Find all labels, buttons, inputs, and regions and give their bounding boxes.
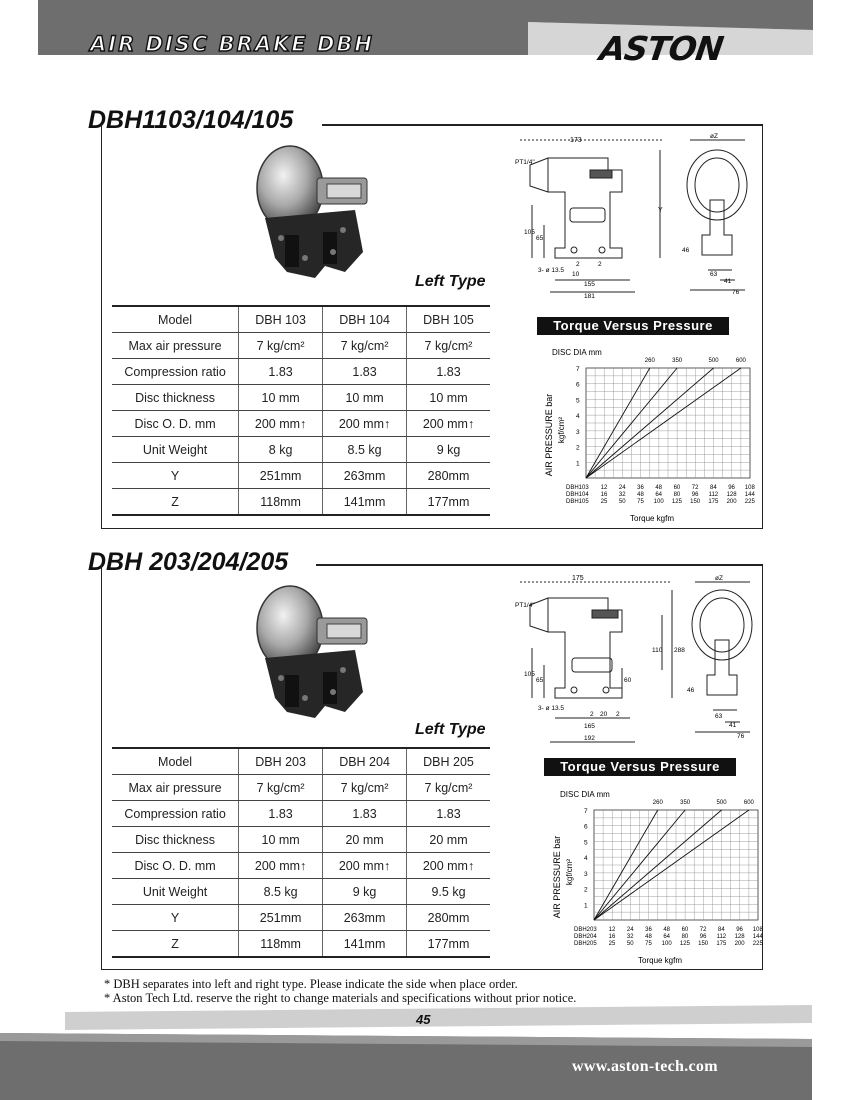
torque-value: 225 [744,499,755,505]
torque-value: 112 [716,934,727,940]
x-axis-label: Torque kgfm [638,956,683,965]
dimension-label: PT1/4" [515,602,535,609]
dimension-label: 76 [737,733,745,740]
torque-value: 150 [690,499,701,505]
table-cell: 7 kg/cm² [323,775,407,801]
dimension-label: Y [658,207,663,214]
table-row [112,437,490,463]
torque-value: 72 [699,927,707,933]
section-title-2: DBH 203/204/205 [88,548,289,576]
table-cell: 118mm [239,489,323,516]
y-tick-label: 2 [576,444,580,452]
y-tick-label: 2 [584,886,588,894]
torque-value: 50 [626,941,634,947]
table-row [112,801,490,827]
dimension-label: 173 [570,137,582,144]
y-axis-unit: kgf/cm² [557,416,566,444]
torque-value: 48 [637,492,644,498]
disc-dia-label: 350 [672,358,683,364]
table-cell: Compression ratio [112,359,239,385]
torque-value: 48 [663,927,671,933]
torque-value: 64 [655,492,663,498]
y-tick-label: 7 [584,808,588,815]
y-tick-label: 1 [584,902,588,910]
torque-value: 64 [663,934,671,940]
table-cell: DBH 103 [239,306,323,333]
torque-chart-2 [538,782,763,972]
chart-labels [574,800,763,947]
disc-dia-label: 600 [735,358,746,364]
table-cell: 280mm [407,905,490,931]
table-row [112,931,490,958]
table-row [112,489,490,516]
torque-value: 128 [726,492,737,498]
disc-dia-label: 260 [644,358,655,364]
page-number: 45 [416,1012,431,1027]
torque-value: 24 [626,927,634,933]
torque-value: 80 [673,492,681,498]
table-cell: 9.5 kg [407,879,490,905]
y-tick-label: 6 [576,381,580,389]
table-row [112,333,490,359]
x-axis-label: Torque kgfm [630,514,675,523]
table-cell: 200 mm↑ [323,411,407,437]
table-cell: Max air pressure [112,775,239,801]
table-cell: 7 kg/cm² [407,333,490,359]
dimension-label: 41 [729,722,737,729]
dimension-label: 65 [536,235,544,242]
product-photo-2 [245,580,375,720]
table-row [112,879,490,905]
table-row [112,306,490,333]
table-cell: Disc O. D. mm [112,411,239,437]
torque-row-model: DBH203 [574,927,597,933]
torque-value: 225 [752,941,763,947]
torque-value: 112 [708,492,719,498]
y-tick-label: 3 [584,870,588,878]
table-cell: 7 kg/cm² [239,333,323,359]
table-cell: 280mm [407,463,490,489]
website-url: www.aston-tech.com [572,1058,718,1075]
torque-value: 12 [600,485,608,491]
chart-grid [594,810,758,920]
y-tick-label: 5 [584,839,588,847]
table-cell: 200 mm↑ [323,853,407,879]
table-cell: 1.83 [323,359,407,385]
y-axis-label: AIR PRESSURE bar [544,393,554,477]
dimension-label: 2 [616,711,620,718]
table-cell: Max air pressure [112,333,239,359]
left-type-label-2: Left Type [415,721,486,738]
dimension-label: 3- ø 13.5 [538,267,565,274]
table-cell: 9 kg [323,879,407,905]
table-cell: 8.5 kg [323,437,407,463]
dimension-label: 192 [584,735,595,742]
table-row [112,853,490,879]
table-cell: 177mm [407,931,490,958]
torque-value: 175 [708,499,719,505]
table-cell: 20 mm [407,827,490,853]
torque-value: 24 [618,485,626,491]
table-row [112,385,490,411]
torque-value: 96 [728,485,735,491]
torque-row-model: DBH105 [566,499,589,505]
torque-value: 16 [600,492,608,498]
dimension-label: 105 [524,229,535,236]
table-cell: 251mm [239,463,323,489]
table-row [112,748,490,775]
table-row [112,411,490,437]
torque-value: 32 [618,492,626,498]
disc-dia-label: 260 [652,800,663,806]
table-cell: 200 mm↑ [239,411,323,437]
dimension-label: 181 [584,293,595,300]
torque-value: 96 [691,492,699,498]
table-cell: Compression ratio [112,801,239,827]
torque-value: 175 [716,941,727,947]
spec-table-2 [112,747,490,958]
section-title-1: DBH1103/104/105 [88,106,294,134]
dimension-label: 60 [624,677,632,684]
table-cell: Disc thickness [112,385,239,411]
dimension-label: 2 [576,261,580,268]
table-cell: 263mm [323,463,407,489]
table-cell: 7 kg/cm² [323,333,407,359]
spec-table-1 [112,305,490,516]
table-cell: Y [112,463,239,489]
table-cell: 10 mm [239,827,323,853]
table-row [112,359,490,385]
dimension-label: 3- ø 13.5 [538,705,565,712]
dimension-label: 155 [584,281,595,288]
header-title: AIR DISC BRAKE DBH [90,32,375,56]
table-cell: DBH 104 [323,306,407,333]
torque-value: 125 [679,941,690,947]
table-cell: 1.83 [239,801,323,827]
torque-value: 75 [637,499,644,505]
torque-row-model: DBH103 [566,485,589,491]
torque-value: 100 [653,499,664,505]
y-axis-unit: kgf/cm² [565,858,574,886]
torque-value: 36 [645,927,652,933]
torque-value: 96 [736,927,743,933]
torque-value: 144 [752,934,763,940]
disc-dia-label: 500 [708,358,719,364]
technical-drawing-2 [510,570,760,750]
dimension-label: øZ [710,133,718,140]
y-tick-label: 5 [576,397,580,405]
table-cell: Unit Weight [112,879,239,905]
left-type-label-1: Left Type [415,273,486,290]
torque-value: 200 [734,941,745,947]
table-cell: DBH 205 [407,748,490,775]
table-cell: 1.83 [407,359,490,385]
table-cell: 1.83 [239,359,323,385]
y-axis-label: AIR PRESSURE bar [552,835,562,919]
table-cell: Disc thickness [112,827,239,853]
torque-value: 25 [608,941,616,947]
table-cell: Model [112,748,239,775]
torque-value: 84 [718,927,725,933]
torque-value: 100 [661,941,672,947]
table-cell: 1.83 [323,801,407,827]
table-cell: 10 mm [239,385,323,411]
table-cell: 20 mm [323,827,407,853]
table-cell: 200 mm↑ [407,411,490,437]
footnote-2: * Aston Tech Ltd. reserve the right to change materials and specifications without prior notice. [104,991,577,1005]
table-row [112,905,490,931]
table-cell: 200 mm↑ [407,853,490,879]
table-cell: Z [112,489,239,516]
chart-labels [566,358,755,505]
torque-row-model: DBH104 [566,492,589,498]
brand-logo: ASTON [597,29,726,68]
dimension-label: 175 [572,575,584,582]
table-row [112,827,490,853]
y-tick-label: 6 [584,823,588,831]
torque-value: 25 [600,499,608,505]
y-tick-label: 3 [576,428,580,436]
dimension-label: 105 [524,671,535,678]
table-cell: 7 kg/cm² [407,775,490,801]
torque-value: 108 [744,485,755,491]
table-cell: 251mm [239,905,323,931]
dimension-label: 2 [590,711,594,718]
disc-dia-axis-label: DISC DIA mm [560,790,610,799]
table-cell: DBH 203 [239,748,323,775]
torque-value: 32 [626,934,634,940]
table-cell: 7 kg/cm² [239,775,323,801]
table-cell: Z [112,931,239,958]
torque-chart-1 [530,340,755,530]
table-cell: 177mm [407,489,490,516]
dimension-label: 10 [572,271,580,278]
torque-value: 84 [710,485,717,491]
dimension-label: 63 [710,271,718,278]
torque-value: 80 [681,934,689,940]
table-cell: 200 mm↑ [239,853,323,879]
table-cell: 263mm [323,905,407,931]
torque-value: 128 [734,934,745,940]
y-tick-label: 1 [576,460,580,468]
table-row [112,775,490,801]
torque-value: 144 [744,492,755,498]
chart-heading-1: Torque Versus Pressure [537,317,729,335]
table-cell: 118mm [239,931,323,958]
torque-value: 60 [681,927,689,933]
table-cell: 10 mm [323,385,407,411]
torque-value: 125 [671,499,682,505]
torque-value: 96 [699,934,707,940]
table-cell: 141mm [323,931,407,958]
dimension-label: 63 [715,713,723,720]
dimension-label: 165 [584,723,595,730]
table-row [112,463,490,489]
chart-grid [586,368,750,478]
footnote-1: * DBH separates into left and right type. Please indicate the side when place order. [104,977,518,991]
table-cell: 8.5 kg [239,879,323,905]
table-cell: DBH 105 [407,306,490,333]
torque-value: 36 [637,485,644,491]
dimension-label: 76 [732,289,740,296]
table-cell: Y [112,905,239,931]
table-cell: DBH 204 [323,748,407,775]
y-tick-label: 4 [576,413,580,421]
torque-value: 72 [691,485,699,491]
disc-dia-label: 350 [680,800,691,806]
y-tick-label: 4 [584,855,588,863]
disc-dia-axis-label: DISC DIA mm [552,348,602,357]
dimension-label: 288 [674,647,685,654]
table-cell: 8 kg [239,437,323,463]
torque-value: 48 [645,934,652,940]
dimension-label: 110 [652,647,663,654]
y-tick-label: 7 [576,366,580,373]
torque-value: 200 [726,499,737,505]
dimension-label: 41 [724,278,732,285]
table-cell: 10 mm [407,385,490,411]
torque-value: 150 [698,941,709,947]
torque-value: 108 [752,927,763,933]
dimension-label: 20 [600,711,608,718]
torque-row-model: DBH204 [574,934,597,940]
technical-drawing-1 [510,130,760,305]
dimension-label: 46 [687,687,695,694]
dimension-label: 2 [598,261,602,268]
table-cell: Unit Weight [112,437,239,463]
table-cell: Disc O. D. mm [112,853,239,879]
table-cell: 9 kg [407,437,490,463]
product-photo-1 [245,140,375,280]
torque-row-model: DBH205 [574,941,597,947]
torque-value: 12 [608,927,616,933]
dimension-label: PT1/4" [515,159,535,166]
dimension-label: 46 [682,247,690,254]
disc-dia-label: 600 [743,800,754,806]
torque-value: 16 [608,934,616,940]
torque-value: 60 [673,485,681,491]
dimension-label: øZ [715,575,723,582]
table-cell: 141mm [323,489,407,516]
chart-heading-2: Torque Versus Pressure [544,758,736,776]
torque-value: 48 [655,485,663,491]
dimension-label: 65 [536,677,544,684]
table-cell: 1.83 [407,801,490,827]
table-cell: Model [112,306,239,333]
torque-value: 75 [645,941,652,947]
disc-dia-label: 500 [716,800,727,806]
torque-value: 50 [618,499,626,505]
